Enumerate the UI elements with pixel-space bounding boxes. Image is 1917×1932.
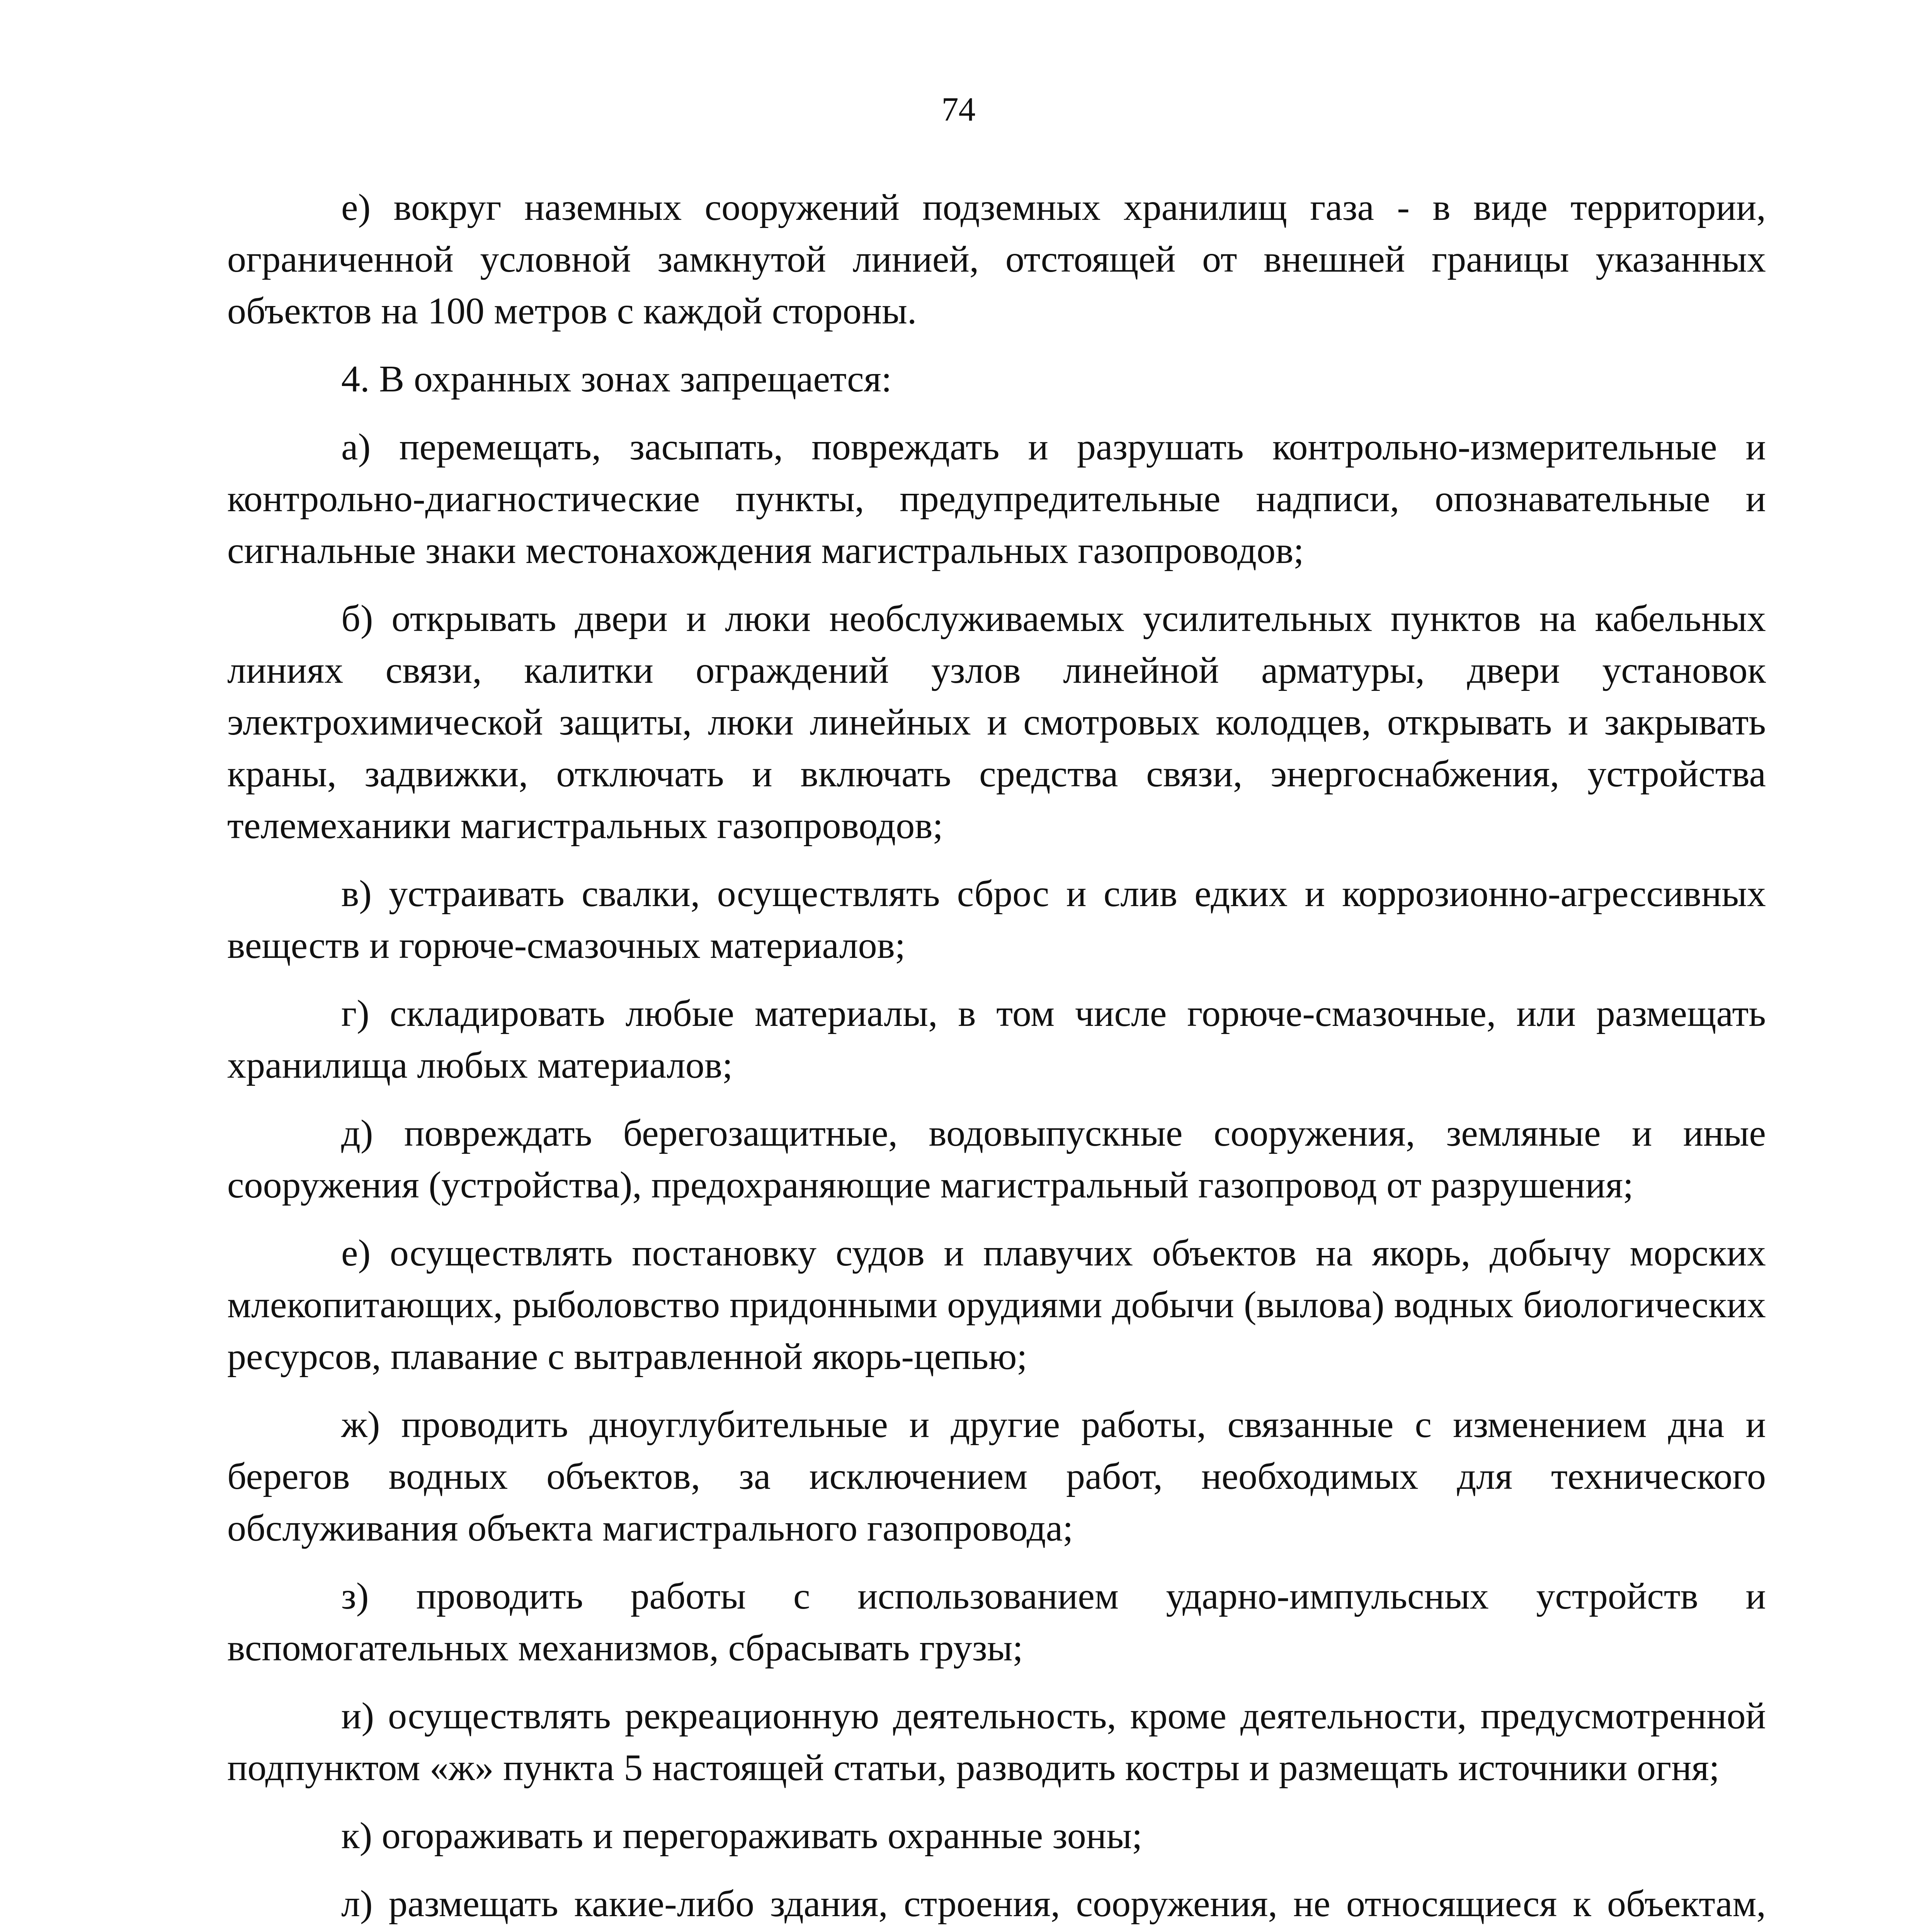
- paragraph-v: в) устраивать свалки, осуществлять сброс и слив едких и коррозионно-агрессивных веществ и горюче-смазочных материалов;: [227, 873, 1766, 966]
- paragraph-l: л) размещать какие-либо здания, строения, сооружения, не относящиеся к объектам,: [341, 1883, 1766, 1925]
- paragraph-e-underground-storage: е) вокруг наземных сооружений подземных хранилищ газа - в виде территории, ограниченной условной замкнутой линией, отстоящей от внешней границы указанных объектов на 100 метров с каждой стороны.: [227, 187, 1766, 332]
- paragraph-i: и) осуществлять рекреационную деятельность, кроме деятельности, предусмотренной подпунктом «ж» пункта 5 настоящей статьи, разводить костры и размещать источники огня;: [227, 1695, 1766, 1789]
- paragraph-d: д) повреждать берегозащитные, водовыпускные сооружения, земляные и иные сооружения (устройства), предохраняющие магистральный газопровод от разрушения;: [227, 1112, 1766, 1206]
- paragraph-e-vessels: е) осуществлять постановку судов и плавучих объектов на якорь, добычу морских млекопитающих, рыболовство придонными орудиями добычи (вылова) водных биологических ресурсов, плавание с вытравленной якорь-цепью;: [227, 1232, 1766, 1378]
- paragraph-b: б) открывать двери и люки необслуживаемых усилительных пунктов на кабельных линиях связи, калитки ограждений узлов линейной арматуры, двери установок электрохимической защиты, люки линейных и смотровых колодцев, открывать и закрывать краны, задвижки, отключать и включать средства связи, энергоснабжения, устройства телемеханики магистральных газопроводов;: [227, 598, 1766, 847]
- paragraph-z: з) проводить работы с использованием ударно-импульсных устройств и вспомогательных механизмов, сбрасывать грузы;: [227, 1575, 1766, 1669]
- paragraph-zh: ж) проводить дноуглубительные и другие работы, связанные с изменением дна и берегов водных объектов, за исключением работ, необходимых для технического обслуживания объекта магистрального газопровода;: [227, 1404, 1766, 1549]
- paragraph-a: а) перемещать, засыпать, повреждать и разрушать контрольно-измерительные и контрольно-диагностические пункты, предупредительные надписи, опознавательные и сигнальные знаки местонахождения магистральных газопроводов;: [227, 426, 1766, 571]
- paragraph-4-prohibited: 4. В охранных зонах запрещается:: [341, 358, 892, 400]
- paragraph-k: к) огораживать и перегораживать охранные зоны;: [341, 1815, 1143, 1857]
- document-body: [227, 182, 1766, 1932]
- page-number: 74: [941, 91, 976, 128]
- paragraph-g: г) складировать любые материалы, в том числе горюче-смазочные, или размещать хранилища любых материалов;: [227, 993, 1766, 1086]
